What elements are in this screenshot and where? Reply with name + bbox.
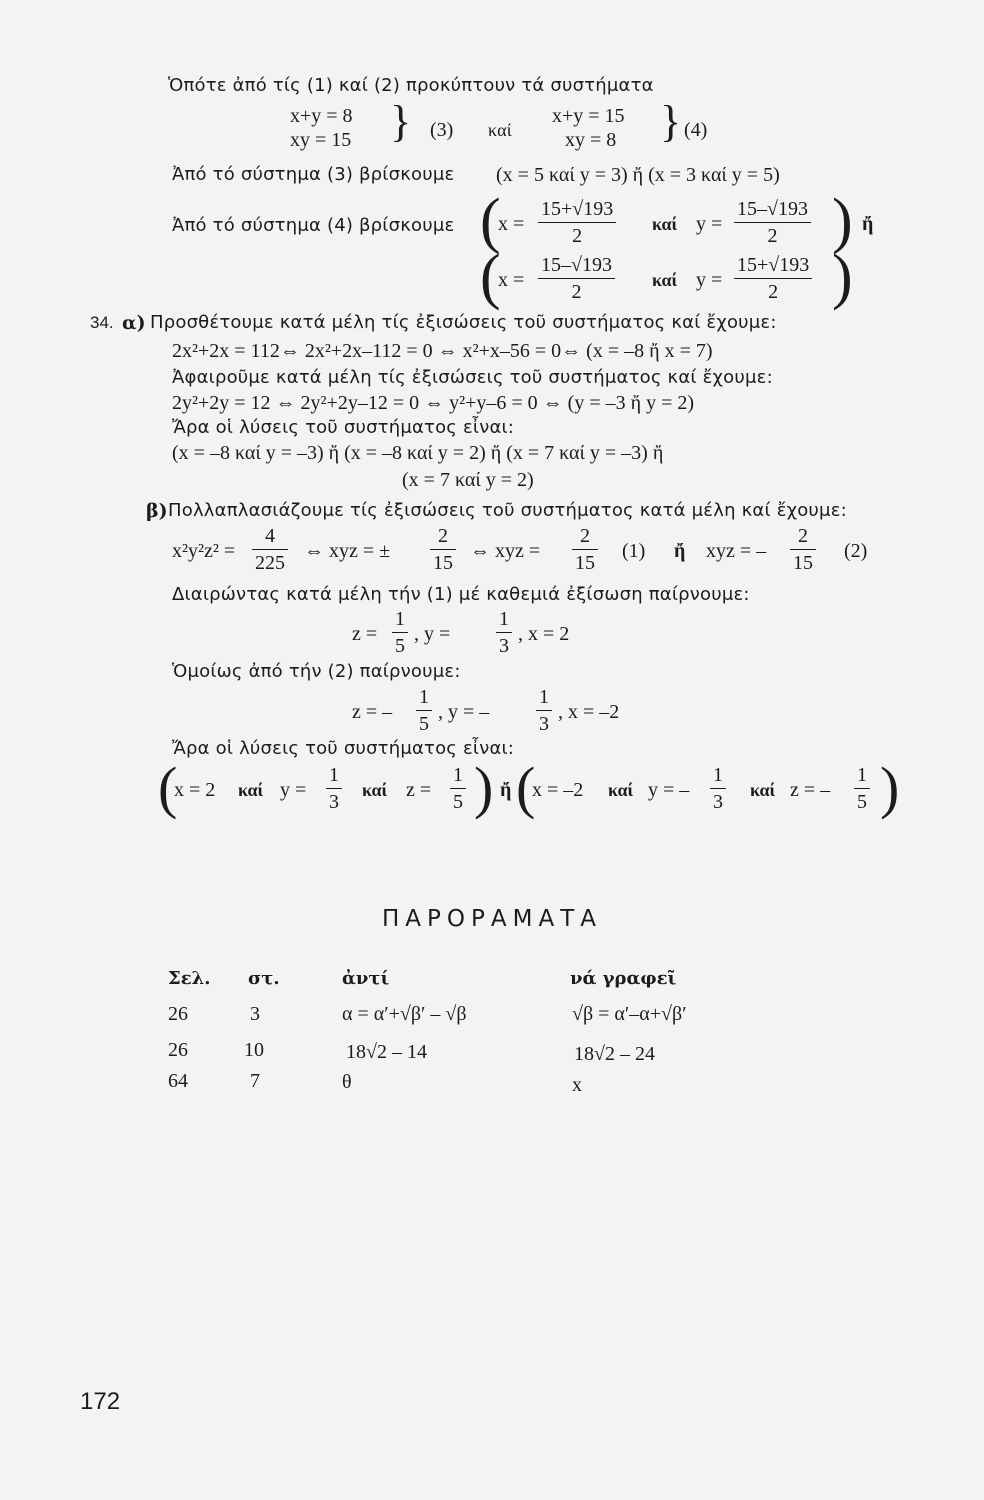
final-y1: y = bbox=[280, 779, 307, 801]
kai-word: καί bbox=[488, 120, 512, 140]
paren-open: ( bbox=[158, 755, 178, 820]
paren-close: ) bbox=[832, 187, 853, 255]
errata-header-line: στ. bbox=[248, 968, 280, 989]
errata-cell: 18√2 – 14 bbox=[346, 1041, 427, 1063]
sys4-brace: } bbox=[660, 97, 682, 146]
final-z2-frac: 1 5 bbox=[854, 763, 870, 814]
b-iff-2: ⇔ xyz = bbox=[470, 540, 541, 562]
res1-z-frac: 1 5 bbox=[392, 607, 408, 658]
errata-cell: 7 bbox=[250, 1070, 260, 1092]
part-b-text3: Ὁμοίως ἀπό τήν (2) παίρνουμε: bbox=[172, 661, 461, 682]
errata-cell: 26 bbox=[168, 1039, 188, 1061]
or-word: ἤ bbox=[862, 213, 874, 235]
b-label-1: (1) bbox=[622, 540, 646, 562]
errata-header-write: νά γραφεῖ bbox=[570, 968, 677, 989]
errata-header-instead: ἀντί bbox=[342, 968, 390, 989]
res2-y: , y = – bbox=[438, 701, 490, 723]
kai: καί bbox=[652, 214, 678, 234]
y-eq: y = bbox=[696, 213, 723, 235]
x-eq: x = bbox=[498, 213, 525, 235]
part-b-label: β) bbox=[146, 500, 168, 522]
part-b-text4: Ἄρα οἱ λύσεις τοῦ συστήματος εἶναι: bbox=[172, 738, 515, 759]
errata-cell: 3 bbox=[250, 1003, 260, 1025]
res2-y-frac: 1 3 bbox=[536, 685, 552, 736]
part-a-sol2: (x = 7 καί y = 2) bbox=[402, 469, 534, 491]
part-a-text2: Ἀφαιροῦμε κατά μέλη τίς ἐξισώσεις τοῦ συστήματος καί ἔχουμε: bbox=[172, 367, 773, 388]
b-frac-2: 2 15 bbox=[430, 524, 456, 575]
kai: καί bbox=[608, 780, 634, 800]
b-label-2: (2) bbox=[844, 540, 868, 562]
res2-z: z = – bbox=[352, 701, 393, 723]
frac-b: 15–√193 2 bbox=[734, 197, 811, 248]
final-x1: x = 2 bbox=[174, 779, 216, 801]
b-eq-lhs: x²y²z² = bbox=[172, 540, 236, 562]
errata-cell: 18√2 – 24 bbox=[574, 1043, 655, 1065]
b-frac-3: 2 15 bbox=[572, 524, 598, 575]
res1-x: , x = 2 bbox=[518, 623, 570, 645]
final-y2-frac: 1 3 bbox=[710, 763, 726, 814]
b-frac-1: 4 225 bbox=[252, 524, 288, 575]
errata-cell: x bbox=[572, 1074, 582, 1096]
part-a-sol1: (x = –8 καί y = –3) ἤ (x = –8 καί y = 2) ἤ (x = 7 καί y = –3) ἤ bbox=[172, 442, 664, 464]
sys3-eq1: x+y = 8 bbox=[290, 105, 353, 127]
sys3-eq2: xy = 15 bbox=[290, 129, 352, 151]
sys3-label: (3) bbox=[430, 119, 454, 141]
part-a-eq2: 2y²+2y = 12 ⇔ 2y²+2y–12 = 0 ⇔ y²+y–6 = 0 ⇔ (y = –3 ἤ y = 2) bbox=[172, 392, 695, 414]
sys4-label: (4) bbox=[684, 119, 708, 141]
errata-header-page: Σελ. bbox=[168, 968, 211, 989]
errata-cell: α = α′+√β′ – √β bbox=[342, 1003, 467, 1025]
b-iff-1: ⇔ xyz = ± bbox=[304, 540, 391, 562]
kai: καί bbox=[652, 270, 678, 290]
sys4-eq1: x+y = 15 bbox=[552, 105, 625, 127]
paren-close: ) bbox=[832, 243, 853, 311]
errata-cell: θ bbox=[342, 1071, 352, 1093]
paren-open: ( bbox=[516, 755, 536, 820]
frac-b: 15–√193 2 bbox=[538, 253, 615, 304]
part-a-text: Προσθέτουμε κατά μέλη τίς ἐξισώσεις τοῦ συστήματος καί ἔχουμε: bbox=[150, 312, 777, 333]
part-a-label: α) bbox=[122, 312, 146, 334]
errata-title: ΠΑΡΟΡΑΜΑΤΑ bbox=[382, 906, 602, 932]
b-frac-4: 2 15 bbox=[790, 524, 816, 575]
y-eq: y = bbox=[696, 269, 723, 291]
kai: καί bbox=[750, 780, 776, 800]
res2-z-frac: 1 5 bbox=[416, 685, 432, 736]
paren-close: ) bbox=[474, 755, 494, 820]
page-number: 172 bbox=[80, 1388, 121, 1415]
res1-y-frac: 1 3 bbox=[496, 607, 512, 658]
kai: καί bbox=[362, 780, 388, 800]
kai: καί bbox=[238, 780, 264, 800]
errata-cell: 10 bbox=[244, 1039, 264, 1061]
paren-close: ) bbox=[880, 755, 900, 820]
intro-line: Ὁπότε ἀπό τίς (1) καί (2) προκύπτουν τά συστήματα bbox=[168, 75, 654, 96]
res1-y: , y = bbox=[414, 623, 451, 645]
part-a-text3: Ἄρα οἱ λύσεις τοῦ συστήματος εἶναι: bbox=[172, 417, 515, 438]
part-b-text2: Διαιρώντας κατά μέλη τήν (1) μέ καθεμιά ἐξίσωση παίρνουμε: bbox=[172, 584, 750, 605]
part-b-text: Πολλαπλασιάζουμε τίς ἐξισώσεις τοῦ συστήματος κατά μέλη καί ἔχουμε: bbox=[168, 500, 847, 521]
final-y2: y = – bbox=[648, 779, 690, 801]
x-eq: x = bbox=[498, 269, 525, 291]
b-or: ἤ bbox=[674, 540, 686, 562]
errata-cell: 64 bbox=[168, 1070, 188, 1092]
from-sys4: Ἀπό τό σύστημα (4) βρίσκουμε bbox=[172, 215, 455, 236]
final-or: ἤ bbox=[500, 779, 512, 801]
frac-a: 15+√193 2 bbox=[538, 197, 616, 248]
sys4-eq2: xy = 8 bbox=[565, 129, 617, 151]
paren-open: ( bbox=[480, 243, 501, 311]
res1-z: z = bbox=[352, 623, 378, 645]
frac-a: 15+√193 2 bbox=[734, 253, 812, 304]
from-sys3: Ἀπό τό σύστημα (3) βρίσκουμε bbox=[172, 164, 455, 185]
sys3-brace: } bbox=[390, 97, 412, 146]
part-a-eq1: 2x²+2x = 112⇔ 2x²+2x–112 = 0 ⇔ x²+x–56 = 0⇔ (x = –8 ἤ x = 7) bbox=[172, 340, 713, 362]
final-z2: z = – bbox=[790, 779, 831, 801]
paren-open: ( bbox=[480, 187, 501, 255]
res2-x: , x = –2 bbox=[558, 701, 620, 723]
errata-cell: 26 bbox=[168, 1003, 188, 1025]
b-xyz: xyz = – bbox=[706, 540, 767, 562]
exercise-number: 34. bbox=[90, 313, 114, 332]
errata-cell: √β = α′–α+√β′ bbox=[572, 1003, 687, 1025]
final-x2: x = –2 bbox=[532, 779, 584, 801]
final-z1: z = bbox=[406, 779, 432, 801]
final-z1-frac: 1 5 bbox=[450, 763, 466, 814]
final-y1-frac: 1 3 bbox=[326, 763, 342, 814]
sol3: (x = 5 καί y = 3) ἤ (x = 3 καί y = 5) bbox=[496, 164, 780, 186]
